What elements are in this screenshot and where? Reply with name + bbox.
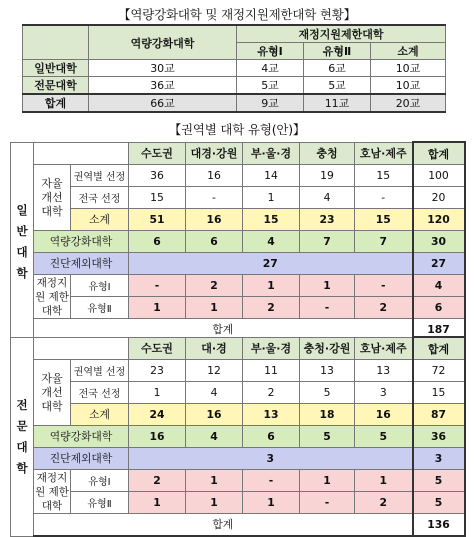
cell: 5교	[237, 77, 304, 95]
cell-total: 72	[413, 360, 465, 382]
general-university-table	[10, 141, 466, 342]
cell: 6	[129, 231, 186, 253]
table-row	[11, 404, 465, 426]
cell: 4	[186, 382, 243, 404]
cell: 19	[300, 165, 355, 187]
cell: 13	[355, 360, 413, 382]
cell: 14	[243, 165, 300, 187]
cell: 20교	[371, 94, 446, 112]
col-header: 충청·강원	[300, 337, 355, 360]
cell: 2	[243, 297, 300, 319]
cell-total: 87	[413, 404, 465, 426]
row-label: 진단제외대학	[34, 253, 129, 275]
cell: 11교	[304, 94, 371, 112]
cell: 36	[129, 165, 186, 187]
cell: 1	[129, 492, 186, 514]
col-header: 부·울·경	[243, 337, 300, 360]
cell: 24	[129, 404, 186, 426]
cell: 3	[355, 382, 413, 404]
corner-cell	[23, 25, 89, 60]
cell-total: 120	[413, 209, 465, 231]
vocational-college-table	[10, 336, 466, 537]
row-label: 유형Ⅰ	[71, 275, 129, 297]
row-label: 역량강화대학	[34, 231, 129, 253]
cell-total: 5	[413, 470, 465, 492]
table-row	[11, 209, 465, 231]
col-header-total: 합계	[413, 337, 465, 360]
cell-grand-total: 187	[413, 319, 465, 342]
cell: 5교	[304, 77, 371, 95]
row-label: 전문대학	[23, 77, 89, 95]
cell-total: 30	[413, 231, 465, 253]
row-label: 소계	[71, 209, 129, 231]
cell: 4	[186, 426, 243, 448]
cell: 1	[300, 275, 355, 297]
cell-total: 100	[413, 165, 465, 187]
cell: 1	[300, 470, 355, 492]
cell: 5	[355, 426, 413, 448]
row-label: 합계	[23, 94, 89, 112]
cell: 15	[355, 209, 413, 231]
cell: 7	[300, 231, 355, 253]
cell: 4	[300, 187, 355, 209]
row-label: 일반대학	[23, 60, 89, 77]
cell: 30교	[89, 60, 237, 77]
cell: 51	[129, 209, 186, 231]
col-header: 충청	[300, 142, 355, 165]
cell: 1	[129, 297, 186, 319]
cell: 16	[355, 404, 413, 426]
cell: 15	[243, 209, 300, 231]
cell: 12	[186, 360, 243, 382]
cell: -	[186, 187, 243, 209]
cell: -	[243, 470, 300, 492]
table-row	[11, 275, 465, 297]
cell: 18	[300, 404, 355, 426]
col-header: 수도권	[129, 337, 186, 360]
header-restricted: 재정지원제한대학	[237, 25, 446, 43]
cell: 5	[300, 382, 355, 404]
row-label: 소계	[71, 404, 129, 426]
cell-grand-total: 136	[413, 514, 465, 537]
cell: 6	[186, 231, 243, 253]
header-type2: 유형Ⅱ	[304, 43, 371, 60]
table-row	[11, 231, 465, 253]
cell-total: 5	[413, 492, 465, 514]
table-row	[11, 187, 465, 209]
table-row	[11, 253, 465, 275]
cell: 2	[355, 492, 413, 514]
cell: -	[355, 187, 413, 209]
total-row	[11, 514, 465, 537]
cell: 15	[129, 187, 186, 209]
table-row	[11, 426, 465, 448]
cell-total: 36	[413, 426, 465, 448]
table-row	[11, 297, 465, 319]
row-label: 유형Ⅰ	[71, 470, 129, 492]
table-row	[11, 360, 465, 382]
cell: 2	[186, 275, 243, 297]
row-label: 유형Ⅱ	[71, 297, 129, 319]
cell: 1	[243, 187, 300, 209]
cell: 1	[186, 492, 243, 514]
cell: 6교	[304, 60, 371, 77]
row-label: 전국 선정	[71, 187, 129, 209]
header-capacity: 역량강화대학	[89, 25, 237, 60]
group-label: 재정지원 제한대학	[35, 471, 69, 512]
row-label: 권역별 선정	[71, 165, 129, 187]
cell: 10교	[371, 60, 446, 77]
cell-total: 3	[413, 448, 465, 470]
table-row	[11, 165, 465, 187]
row-label: 합계	[34, 514, 413, 537]
cell: -	[300, 297, 355, 319]
table-row	[11, 492, 465, 514]
group-label: 자율 개선 대학	[34, 165, 71, 231]
cell: -	[300, 492, 355, 514]
cell: 2	[129, 470, 186, 492]
row-label: 역량강화대학	[34, 426, 129, 448]
row-label: 전국 선정	[71, 382, 129, 404]
cell: 1	[243, 275, 300, 297]
table-row	[11, 470, 465, 492]
col-header: 호남·제주	[355, 337, 413, 360]
group-label: 재정지원 제한대학	[35, 276, 69, 317]
cell-span: 3	[129, 448, 413, 470]
table-row	[11, 448, 465, 470]
cell: 66교	[89, 94, 237, 112]
col-header-total: 합계	[413, 142, 465, 165]
col-header: 대경·강원	[186, 142, 243, 165]
corner-cell	[34, 142, 129, 165]
cell: 5	[300, 426, 355, 448]
corner-cell	[34, 337, 129, 360]
table-row	[11, 382, 465, 404]
regional-title: 【권역별 대학 유형(안)】	[168, 122, 306, 137]
row-label: 합계	[34, 319, 413, 342]
cell-total: 15	[413, 382, 465, 404]
row-label: 유형Ⅱ	[71, 492, 129, 514]
cell: 4교	[237, 60, 304, 77]
cell: -	[355, 275, 413, 297]
cell: 13	[300, 360, 355, 382]
col-header: 호남·제주	[355, 142, 413, 165]
cell: 2	[355, 297, 413, 319]
cell: 16	[186, 404, 243, 426]
cell-total: 20	[413, 187, 465, 209]
cell: 1	[186, 470, 243, 492]
cell-span: 27	[129, 253, 413, 275]
cell: 2	[243, 382, 300, 404]
cell: 15	[355, 165, 413, 187]
row-label: 권역별 선정	[71, 360, 129, 382]
cell: 1	[355, 470, 413, 492]
side-label-vocational: 전 문 대 학	[11, 337, 34, 536]
cell: 10교	[371, 77, 446, 95]
row-label: 진단제외대학	[34, 448, 129, 470]
col-header: 수도권	[129, 142, 186, 165]
cell: 4	[243, 231, 300, 253]
cell: 11	[243, 360, 300, 382]
cell: 7	[355, 231, 413, 253]
cell: 16	[129, 426, 186, 448]
header-type1: 유형Ⅰ	[237, 43, 304, 60]
cell: -	[129, 275, 186, 297]
cell: 16	[186, 209, 243, 231]
cell: 36교	[89, 77, 237, 95]
header-subtotal: 소계	[371, 43, 446, 60]
col-header: 부·울·경	[243, 142, 300, 165]
side-label-general: 일 반 대 학	[11, 142, 34, 341]
cell-total: 6	[413, 297, 465, 319]
group-label: 자율 개선 대학	[34, 360, 71, 426]
table-row	[23, 77, 446, 95]
table-row	[23, 60, 446, 77]
cell: 23	[129, 360, 186, 382]
status-summary-table	[22, 24, 446, 113]
cell: 1	[129, 382, 186, 404]
total-row	[23, 94, 446, 112]
cell: 1	[186, 297, 243, 319]
cell: 13	[243, 404, 300, 426]
cell: 16	[186, 165, 243, 187]
col-header: 대·경	[186, 337, 243, 360]
cell-total: 27	[413, 253, 465, 275]
cell: 6	[243, 426, 300, 448]
cell: 9교	[237, 94, 304, 112]
cell: 1	[243, 492, 300, 514]
cell-total: 4	[413, 275, 465, 297]
top-table-title: 【역량강화대학 및 재정지원제한대학 현황】	[118, 7, 356, 22]
cell: 23	[300, 209, 355, 231]
